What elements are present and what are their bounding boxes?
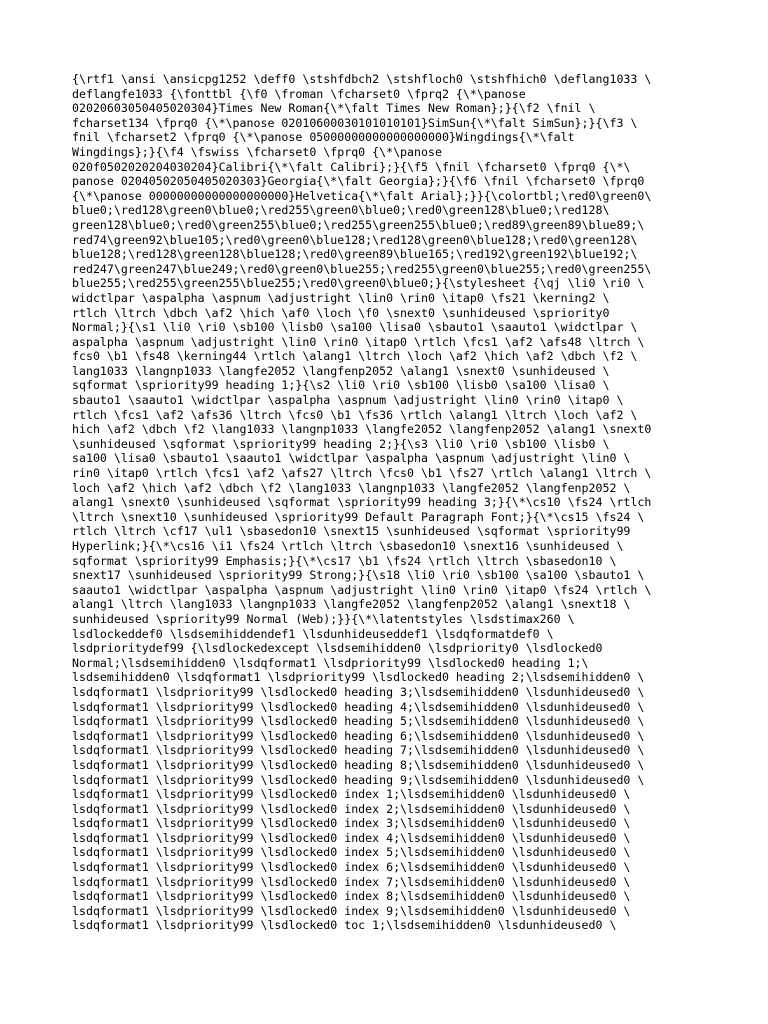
code-line: lsdqformat1 \lsdpriority99 \lsdlocked0 index 2;\lsdsemihidden0 \lsdunhideused0 \: [72, 801, 631, 816]
code-line: red74\green92\blue105;\red0\green0\blue128;\red128\green0\blue128;\red0\green128\: [72, 232, 638, 247]
code-line: lsdqformat1 \lsdpriority99 \lsdlocked0 index 8;\lsdsemihidden0 \lsdunhideused0 \: [72, 889, 631, 904]
document-page: [72, 72, 712, 933]
code-line: lsdqformat1 \lsdpriority99 \lsdlocked0 index 4;\lsdsemihidden0 \lsdunhideused0 \: [72, 830, 631, 845]
code-line: Normal;\lsdsemihidden0 \lsdqformat1 \lsdpriority99 \lsdlocked0 heading 1;\: [72, 655, 589, 670]
code-line: fcs0 \b1 \fs48 \kerning44 \rtlch \alang1 \ltrch \loch \af2 \hich \af2 \dbch \f2 \: [72, 349, 638, 364]
code-line: {\*\panose 00000000000000000000}Helvetica{\*\falt Arial};}}{\colortbl;\red0\green0\: [72, 188, 652, 203]
code-line: Normal;}{\s1 \li0 \ri0 \sb100 \lisb0 \sa100 \lisa0 \sbauto1 \saauto1 \widctlpar \: [72, 320, 638, 335]
code-line: aspalpha \aspnum \adjustright \lin0 \rin0 \itap0 \rtlch \fcs1 \af2 \afs48 \ltrch \: [72, 334, 645, 349]
code-line: lsdsemihidden0 \lsdqformat1 \lsdpriority99 \lsdlocked0 heading 2;\lsdsemihidden0 \: [72, 670, 645, 685]
code-line: lsdqformat1 \lsdpriority99 \lsdlocked0 index 9;\lsdsemihidden0 \lsdunhideused0 \: [72, 903, 631, 918]
code-line: sunhideused \spriority99 Normal (Web);}}{\*\latentstyles \lsdstimax260 \: [72, 611, 575, 626]
code-line: lsdqformat1 \lsdpriority99 \lsdlocked0 heading 7;\lsdsemihidden0 \lsdunhideused0 \: [72, 743, 645, 758]
code-line: 020f0502020204030204}Calibri{\*\falt Calibri};}{\f5 \fnil \fcharset0 \fprq0 {\*\: [72, 159, 631, 174]
code-line: lsdqformat1 \lsdpriority99 \lsdlocked0 heading 9;\lsdsemihidden0 \lsdunhideused0 \: [72, 772, 645, 787]
code-line: lsdqformat1 \lsdpriority99 \lsdlocked0 index 3;\lsdsemihidden0 \lsdunhideused0 \: [72, 816, 631, 831]
code-line: sqformat \spriority99 heading 1;}{\s2 \li0 \ri0 \sb100 \lisb0 \sa100 \lisa0 \: [72, 378, 610, 393]
code-line: rtlch \ltrch \dbch \af2 \hich \af0 \loch \f0 \snext0 \sunhideused \spriority0: [72, 305, 610, 320]
code-line: rin0 \itap0 \rtlch \fcs1 \af2 \afs27 \ltrch \fcs0 \b1 \fs27 \rtlch \alang1 \ltrch \: [72, 466, 652, 481]
code-line: Hyperlink;}{\*\cs16 \i1 \fs24 \rtlch \ltrch \sbasedon10 \snext16 \sunhideused \: [72, 539, 624, 553]
code-line: hich \af2 \dbch \f2 \lang1033 \langnp1033 \langfe2052 \langfenp2052 \alang1 \snext0: [72, 422, 652, 437]
code-line: rtlch \ltrch \cf17 \ul1 \sbasedon10 \snext15 \sunhideused \sqformat \spriority99: [72, 524, 631, 539]
code-line: lsdqformat1 \lsdpriority99 \lsdlocked0 index 7;\lsdsemihidden0 \lsdunhideused0 \: [72, 874, 631, 889]
code-line: lsdqformat1 \lsdpriority99 \lsdlocked0 heading 5;\lsdsemihidden0 \lsdunhideused0 \: [72, 714, 645, 729]
code-line: lsdlockeddef0 \lsdsemihiddendef1 \lsdunhideuseddef1 \lsdqformatdef0 \: [72, 626, 554, 641]
code-line: lsdqformat1 \lsdpriority99 \lsdlocked0 index 1;\lsdsemihidden0 \lsdunhideused0 \: [72, 787, 631, 802]
code-line: lsdqformat1 \lsdpriority99 \lsdlocked0 heading 6;\lsdsemihidden0 \lsdunhideused0 \: [72, 728, 645, 743]
code-line: \sunhideused \sqformat \spriority99 heading 2;}{\s3 \li0 \ri0 \sb100 \lisb0 \: [72, 436, 610, 451]
code-line: loch \af2 \hich \af2 \dbch \f2 \lang1033 \langnp1033 \langfe2052 \langfenp2052 \: [72, 480, 631, 495]
code-line: fnil \fcharset2 \fprq0 {\*\panose 05000000000000000000}Wingdings{\*\falt: [72, 130, 575, 145]
code-line: blue128;\red128\green128\blue128;\red0\green89\blue165;\red192\green192\blue192;\: [72, 247, 638, 262]
code-line: snext17 \sunhideused \spriority99 Strong;}{\s18 \li0 \ri0 \sb100 \sa100 \sbauto1 \: [72, 568, 645, 583]
code-line: sa100 \lisa0 \sbauto1 \saauto1 \widctlpar \aspalpha \aspnum \adjustright \lin0 \: [72, 451, 631, 466]
code-line: widctlpar \aspalpha \aspnum \adjustright \lin0 \rin0 \itap0 \fs21 \kerning2 \: [72, 290, 610, 305]
code-line: lsdqformat1 \lsdpriority99 \lsdlocked0 index 5;\lsdsemihidden0 \lsdunhideused0 \: [72, 845, 631, 860]
code-line: 02020603050405020304}Times New Roman{\*\falt Times New Roman};}{\f2 \fnil \: [72, 101, 596, 116]
code-line: alang1 \snext0 \sunhideused \sqformat \spriority99 heading 3;}{\*\cs10 \fs24 \rtlch: [72, 495, 652, 510]
code-line: Wingdings};}{\f4 \fswiss \fcharset0 \fprq0 {\*\panose: [72, 144, 442, 159]
code-line: sbauto1 \saauto1 \widctlpar \aspalpha \aspnum \adjustright \lin0 \rin0 \itap0 \: [72, 393, 624, 408]
code-line: rtlch \fcs1 \af2 \afs36 \ltrch \fcs0 \b1 \fs36 \rtlch \alang1 \ltrch \loch \af2 \: [72, 407, 638, 422]
code-line: green128\blue0;\red0\green255\blue0;\red255\green255\blue0;\red89\green89\blue89;\: [72, 217, 645, 232]
code-line: saauto1 \widctlpar \aspalpha \aspnum \adjustright \lin0 \rin0 \itap0 \fs24 \rtlch \: [72, 582, 652, 597]
code-line: blue0;\red128\green0\blue0;\red255\green0\blue0;\red0\green128\blue0;\red128\: [72, 203, 610, 218]
code-line: lsdqformat1 \lsdpriority99 \lsdlocked0 toc 1;\lsdsemihidden0 \lsdunhideused0 \: [72, 918, 617, 933]
code-line: deflangfe1033 {\fonttbl {\f0 \froman \fcharset0 \fprq2 {\*\panose: [72, 86, 526, 101]
code-line: \ltrch \snext10 \sunhideused \spriority99 Default Paragraph Font;}{\*\cs15 \fs24 \: [72, 509, 645, 524]
code-line: {\rtf1 \ansi \ansicpg1252 \deff0 \stshfdbch2 \stshfloch0 \stshfhich0 \deflang1033 \: [72, 72, 652, 86]
code-line: lang1033 \langnp1033 \langfe2052 \langfenp2052 \alang1 \snext0 \sunhideused \: [72, 363, 610, 378]
code-line: sqformat \spriority99 Emphasis;}{\*\cs17 \b1 \fs24 \rtlch \ltrch \sbasedon10 \: [72, 553, 617, 568]
code-line: blue255;\red255\green255\blue255;\red0\green0\blue0;}{\stylesheet {\qj \li0 \ri0 \: [72, 276, 645, 291]
code-line: lsdqformat1 \lsdpriority99 \lsdlocked0 heading 4;\lsdsemihidden0 \lsdunhideused0 \: [72, 699, 645, 714]
code-line: fcharset134 \fprq0 {\*\panose 02010600030101010101}SimSun{\*\falt SimSun};}{\f3 \: [72, 115, 638, 130]
code-line: lsdqformat1 \lsdpriority99 \lsdlocked0 heading 8;\lsdsemihidden0 \lsdunhideused0 \: [72, 757, 645, 772]
code-line: lsdprioritydef99 {\lsdlockedexcept \lsdsemihidden0 \lsdpriority0 \lsdlocked0: [72, 641, 603, 656]
code-line: red247\green247\blue249;\red0\green0\blue255;\red255\green0\blue255;\red0\green255\: [72, 261, 652, 276]
code-line: lsdqformat1 \lsdpriority99 \lsdlocked0 heading 3;\lsdsemihidden0 \lsdunhideused0 \: [72, 684, 645, 699]
code-line: alang1 \ltrch \lang1033 \langnp1033 \langfe2052 \langfenp2052 \alang1 \snext18 \: [72, 597, 631, 612]
code-line: lsdqformat1 \lsdpriority99 \lsdlocked0 index 6;\lsdsemihidden0 \lsdunhideused0 \: [72, 860, 631, 875]
code-line: panose 02040502050405020303}Georgia{\*\falt Georgia};}{\f6 \fnil \fcharset0 \fprq0: [72, 174, 645, 189]
